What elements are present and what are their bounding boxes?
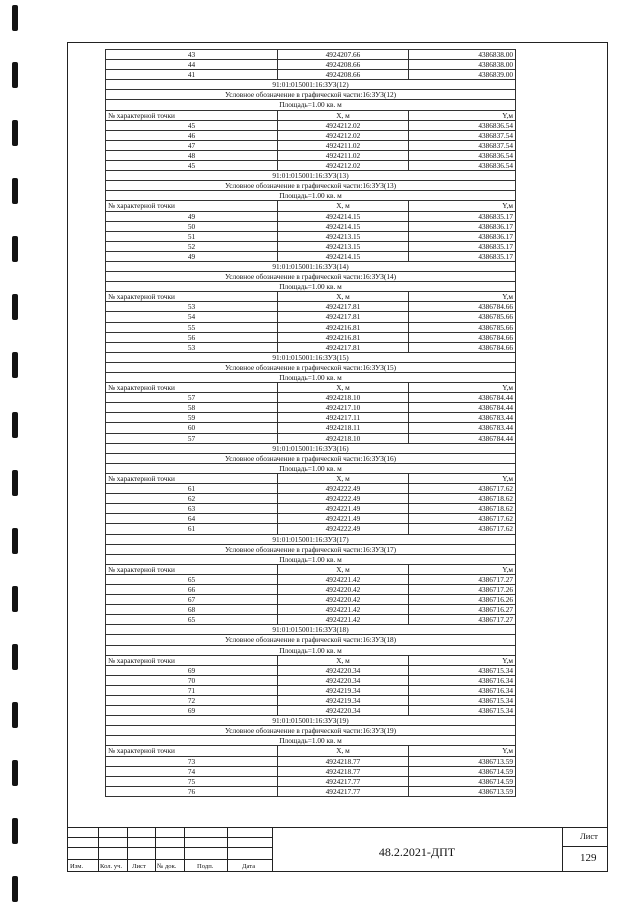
table-row [106, 615, 516, 625]
header-x: X, м [278, 564, 409, 574]
section-title-row [106, 453, 516, 463]
y-coordinate-cell: 4386716.34 [409, 675, 516, 685]
y-coordinate-cell: 4386838.00 [409, 50, 516, 60]
coordinates-content [105, 49, 515, 797]
x-coordinate-cell: 4924221.49 [278, 514, 409, 524]
section-title-row [106, 373, 516, 383]
section-title-row [106, 90, 516, 100]
y-coordinate-cell: 4386713.59 [409, 786, 516, 796]
section-title-row [106, 100, 516, 110]
x-coordinate-cell: 4924222.49 [278, 484, 409, 494]
x-coordinate-cell: 4924217.81 [278, 312, 409, 322]
y-coordinate-cell: 4386784.44 [409, 433, 516, 443]
table-header-row [106, 383, 516, 393]
table-row [106, 211, 516, 221]
col-doc-no: № док. [157, 863, 177, 870]
point-number-cell: 43 [106, 50, 278, 60]
header-y: Y,м [409, 473, 516, 483]
point-number-cell: 75 [106, 776, 278, 786]
section-title-row [106, 635, 516, 645]
y-coordinate-cell: 4386718.62 [409, 504, 516, 514]
table-header-row [106, 292, 516, 302]
point-number-cell: 41 [106, 70, 278, 80]
cadastral-number: 91:01:015001:16:ЗУЗ(14) [106, 261, 516, 271]
header-y: Y,м [409, 110, 516, 120]
header-y: Y,м [409, 383, 516, 393]
table-row [106, 514, 516, 524]
point-number-cell: 65 [106, 574, 278, 584]
point-number-cell: 53 [106, 342, 278, 352]
section-title-row [106, 645, 516, 655]
point-number-cell: 49 [106, 211, 278, 221]
section-title-row [106, 181, 516, 191]
header-x: X, м [278, 655, 409, 665]
sheet-number: 129 [580, 852, 597, 864]
table-row [106, 605, 516, 615]
binding-mark [12, 352, 18, 378]
table-row [106, 423, 516, 433]
binding-mark [12, 528, 18, 554]
area-value: Площадь=1.00 кв. м [106, 736, 516, 746]
area-value: Площадь=1.00 кв. м [106, 554, 516, 564]
point-number-cell: 66 [106, 584, 278, 594]
section-title-row [106, 716, 516, 726]
table-row [106, 302, 516, 312]
table-row [106, 524, 516, 534]
binding-mark [12, 120, 18, 146]
point-number-cell: 57 [106, 433, 278, 443]
y-coordinate-cell: 4386836.17 [409, 231, 516, 241]
point-number-cell: 59 [106, 413, 278, 423]
x-coordinate-cell: 4924217.10 [278, 403, 409, 413]
y-coordinate-cell: 4386784.66 [409, 342, 516, 352]
table-row [106, 140, 516, 150]
y-coordinate-cell: 4386717.62 [409, 514, 516, 524]
x-coordinate-cell: 4924214.15 [278, 211, 409, 221]
y-coordinate-cell: 4386835.17 [409, 211, 516, 221]
point-number-cell: 50 [106, 221, 278, 231]
x-coordinate-cell: 4924221.42 [278, 574, 409, 584]
table-row [106, 130, 516, 140]
y-coordinate-cell: 4386839.00 [409, 70, 516, 80]
x-coordinate-cell: 4924212.02 [278, 161, 409, 171]
section-title-row [106, 362, 516, 372]
x-coordinate-cell: 4924217.77 [278, 776, 409, 786]
binding-mark [12, 178, 18, 204]
header-point-number: № характерной точки [106, 473, 278, 483]
x-coordinate-cell: 4924212.02 [278, 120, 409, 130]
point-number-cell: 44 [106, 60, 278, 70]
table-row [106, 484, 516, 494]
point-number-cell: 56 [106, 332, 278, 342]
point-number-cell: 46 [106, 130, 278, 140]
y-coordinate-cell: 4386715.34 [409, 665, 516, 675]
header-point-number: № характерной точки [106, 110, 278, 120]
header-point-number: № характерной точки [106, 746, 278, 756]
area-value: Площадь=1.00 кв. м [106, 463, 516, 473]
point-number-cell: 71 [106, 685, 278, 695]
header-point-number: № характерной точки [106, 292, 278, 302]
header-y: Y,м [409, 201, 516, 211]
y-coordinate-cell: 4386836.17 [409, 221, 516, 231]
coordinates-table [105, 49, 516, 797]
sheet-label: Лист [580, 831, 598, 841]
table-row [106, 403, 516, 413]
header-point-number: № характерной точки [106, 655, 278, 665]
x-coordinate-cell: 4924220.42 [278, 584, 409, 594]
col-izm: Изм. [70, 863, 84, 870]
table-row [106, 696, 516, 706]
point-number-cell: 47 [106, 140, 278, 150]
point-number-cell: 62 [106, 494, 278, 504]
cadastral-number: 91:01:015001:16:ЗУЗ(15) [106, 352, 516, 362]
y-coordinate-cell: 4386835.17 [409, 241, 516, 251]
point-number-cell: 57 [106, 393, 278, 403]
point-number-cell: 69 [106, 706, 278, 716]
graphic-designation: Условное обозначение в графической части:16:ЗУЗ(15) [106, 362, 516, 372]
table-row [106, 231, 516, 241]
table-row [106, 332, 516, 342]
graphic-designation: Условное обозначение в графической части:16:ЗУЗ(14) [106, 272, 516, 282]
table-row [106, 161, 516, 171]
x-coordinate-cell: 4924220.34 [278, 706, 409, 716]
x-coordinate-cell: 4924218.11 [278, 423, 409, 433]
y-coordinate-cell: 4386716.26 [409, 595, 516, 605]
cadastral-number: 91:01:015001:16:ЗУЗ(18) [106, 625, 516, 635]
header-x: X, м [278, 383, 409, 393]
point-number-cell: 74 [106, 766, 278, 776]
x-coordinate-cell: 4924221.42 [278, 615, 409, 625]
document-code: 48.2.2021-ДПТ [378, 844, 456, 859]
cadastral-number: 91:01:015001:16:ЗУЗ(13) [106, 171, 516, 181]
area-value: Площадь=1.00 кв. м [106, 282, 516, 292]
point-number-cell: 68 [106, 605, 278, 615]
header-y: Y,м [409, 564, 516, 574]
point-number-cell: 73 [106, 756, 278, 766]
y-coordinate-cell: 4386718.62 [409, 494, 516, 504]
x-coordinate-cell: 4924216.81 [278, 332, 409, 342]
y-coordinate-cell: 4386837.54 [409, 130, 516, 140]
x-coordinate-cell: 4924211.02 [278, 140, 409, 150]
table-row [106, 756, 516, 766]
graphic-designation: Условное обозначение в графической части:16:ЗУЗ(16) [106, 453, 516, 463]
table-row [106, 342, 516, 352]
graphic-designation: Условное обозначение в графической части:16:ЗУЗ(12) [106, 90, 516, 100]
table-header-row [106, 473, 516, 483]
y-coordinate-cell: 4386715.34 [409, 696, 516, 706]
table-row [106, 393, 516, 403]
binding-mark [12, 586, 18, 612]
binding-mark [12, 818, 18, 844]
point-number-cell: 61 [106, 524, 278, 534]
binding-mark [12, 702, 18, 728]
section-title-row [106, 80, 516, 90]
binding-mark [12, 5, 18, 31]
x-coordinate-cell: 4924218.10 [278, 393, 409, 403]
point-number-cell: 45 [106, 161, 278, 171]
x-coordinate-cell: 4924214.15 [278, 251, 409, 261]
y-coordinate-cell: 4386717.62 [409, 524, 516, 534]
col-date: Дата [242, 863, 256, 870]
header-x: X, м [278, 473, 409, 483]
x-coordinate-cell: 4924212.02 [278, 130, 409, 140]
y-coordinate-cell: 4386715.34 [409, 706, 516, 716]
graphic-designation: Условное обозначение в графической части:16:ЗУЗ(19) [106, 726, 516, 736]
point-number-cell: 49 [106, 251, 278, 261]
binding-holes [8, 0, 24, 905]
table-row [106, 312, 516, 322]
point-number-cell: 52 [106, 241, 278, 251]
x-coordinate-cell: 4924221.42 [278, 605, 409, 615]
col-list: Лист [132, 863, 146, 870]
binding-mark [12, 644, 18, 670]
cadastral-number: 91:01:015001:16:ЗУЗ(19) [106, 716, 516, 726]
y-coordinate-cell: 4386836.54 [409, 120, 516, 130]
x-coordinate-cell: 4924222.49 [278, 494, 409, 504]
table-row [106, 665, 516, 675]
point-number-cell: 53 [106, 302, 278, 312]
header-y: Y,м [409, 655, 516, 665]
section-title-row [106, 625, 516, 635]
point-number-cell: 69 [106, 665, 278, 675]
header-y: Y,м [409, 746, 516, 756]
title-block [67, 827, 608, 872]
y-coordinate-cell: 4386784.66 [409, 302, 516, 312]
y-coordinate-cell: 4386713.59 [409, 756, 516, 766]
table-row [106, 504, 516, 514]
cadastral-number: 91:01:015001:16:ЗУЗ(16) [106, 443, 516, 453]
x-coordinate-cell: 4924220.34 [278, 675, 409, 685]
header-x: X, м [278, 292, 409, 302]
table-row [106, 150, 516, 160]
table-row [106, 766, 516, 776]
table-row [106, 221, 516, 231]
graphic-designation: Условное обозначение в графической части:16:ЗУЗ(13) [106, 181, 516, 191]
y-coordinate-cell: 4386835.17 [409, 251, 516, 261]
table-row [106, 70, 516, 80]
table-row [106, 120, 516, 130]
x-coordinate-cell: 4924222.49 [278, 524, 409, 534]
table-row [106, 413, 516, 423]
x-coordinate-cell: 4924221.49 [278, 504, 409, 514]
y-coordinate-cell: 4386785.66 [409, 312, 516, 322]
binding-mark [12, 62, 18, 88]
table-row [106, 776, 516, 786]
x-coordinate-cell: 4924217.81 [278, 302, 409, 312]
point-number-cell: 76 [106, 786, 278, 796]
graphic-designation: Условное обозначение в графической части:16:ЗУЗ(18) [106, 635, 516, 645]
binding-mark [12, 876, 18, 902]
y-coordinate-cell: 4386784.44 [409, 393, 516, 403]
section-title-row [106, 352, 516, 362]
section-title-row [106, 736, 516, 746]
y-coordinate-cell: 4386783.44 [409, 413, 516, 423]
graphic-designation: Условное обозначение в графической части:16:ЗУЗ(17) [106, 544, 516, 554]
section-title-row [106, 554, 516, 564]
point-number-cell: 67 [106, 595, 278, 605]
section-title-row [106, 544, 516, 554]
binding-mark [12, 236, 18, 262]
x-coordinate-cell: 4924218.77 [278, 756, 409, 766]
table-row [106, 241, 516, 251]
section-title-row [106, 726, 516, 736]
section-title-row [106, 272, 516, 282]
y-coordinate-cell: 4386785.66 [409, 322, 516, 332]
x-coordinate-cell: 4924213.15 [278, 241, 409, 251]
y-coordinate-cell: 4386717.26 [409, 584, 516, 594]
table-header-row [106, 110, 516, 120]
x-coordinate-cell: 4924207.66 [278, 50, 409, 60]
binding-mark [12, 294, 18, 320]
table-header-row [106, 201, 516, 211]
point-number-cell: 65 [106, 615, 278, 625]
section-title-row [106, 443, 516, 453]
area-value: Площадь=1.00 кв. м [106, 191, 516, 201]
cadastral-number: 91:01:015001:16:ЗУЗ(12) [106, 80, 516, 90]
y-coordinate-cell: 4386717.27 [409, 574, 516, 584]
section-title-row [106, 534, 516, 544]
header-y: Y,м [409, 292, 516, 302]
x-coordinate-cell: 4924218.77 [278, 766, 409, 776]
header-point-number: № характерной точки [106, 201, 278, 211]
y-coordinate-cell: 4386714.59 [409, 766, 516, 776]
table-header-row [106, 564, 516, 574]
x-coordinate-cell: 4924213.15 [278, 231, 409, 241]
header-x: X, м [278, 201, 409, 211]
binding-mark [12, 412, 18, 438]
table-row [106, 60, 516, 70]
point-number-cell: 72 [106, 696, 278, 706]
x-coordinate-cell: 4924217.11 [278, 413, 409, 423]
section-title-row [106, 282, 516, 292]
y-coordinate-cell: 4386784.44 [409, 403, 516, 413]
y-coordinate-cell: 4386836.54 [409, 150, 516, 160]
point-number-cell: 58 [106, 403, 278, 413]
table-row [106, 494, 516, 504]
point-number-cell: 55 [106, 322, 278, 332]
point-number-cell: 61 [106, 484, 278, 494]
cadastral-number: 91:01:015001:16:ЗУЗ(17) [106, 534, 516, 544]
header-x: X, м [278, 746, 409, 756]
y-coordinate-cell: 4386836.54 [409, 161, 516, 171]
y-coordinate-cell: 4386714.59 [409, 776, 516, 786]
header-point-number: № характерной точки [106, 383, 278, 393]
point-number-cell: 60 [106, 423, 278, 433]
y-coordinate-cell: 4386716.27 [409, 605, 516, 615]
y-coordinate-cell: 4386837.54 [409, 140, 516, 150]
point-number-cell: 45 [106, 120, 278, 130]
table-row [106, 574, 516, 584]
x-coordinate-cell: 4924211.02 [278, 150, 409, 160]
header-x: X, м [278, 110, 409, 120]
table-row [106, 584, 516, 594]
x-coordinate-cell: 4924219.34 [278, 685, 409, 695]
area-value: Площадь=1.00 кв. м [106, 645, 516, 655]
table-row [106, 251, 516, 261]
x-coordinate-cell: 4924214.15 [278, 221, 409, 231]
section-title-row [106, 171, 516, 181]
table-row [106, 685, 516, 695]
y-coordinate-cell: 4386783.44 [409, 423, 516, 433]
point-number-cell: 63 [106, 504, 278, 514]
point-number-cell: 48 [106, 150, 278, 160]
table-row [106, 322, 516, 332]
point-number-cell: 51 [106, 231, 278, 241]
header-point-number: № характерной точки [106, 564, 278, 574]
x-coordinate-cell: 4924220.34 [278, 665, 409, 675]
y-coordinate-cell: 4386717.62 [409, 484, 516, 494]
y-coordinate-cell: 4386716.34 [409, 685, 516, 695]
area-value: Площадь=1.00 кв. м [106, 373, 516, 383]
table-row [106, 595, 516, 605]
table-row [106, 433, 516, 443]
point-number-cell: 54 [106, 312, 278, 322]
x-coordinate-cell: 4924208.66 [278, 70, 409, 80]
table-row [106, 706, 516, 716]
table-header-row [106, 655, 516, 665]
col-kol-uch: Кол. уч. [100, 863, 123, 870]
section-title-row [106, 261, 516, 271]
section-title-row [106, 463, 516, 473]
x-coordinate-cell: 4924216.81 [278, 322, 409, 332]
col-signature: Подп. [197, 863, 214, 870]
point-number-cell: 70 [106, 675, 278, 685]
x-coordinate-cell: 4924219.34 [278, 696, 409, 706]
x-coordinate-cell: 4924217.77 [278, 786, 409, 796]
y-coordinate-cell: 4386784.66 [409, 332, 516, 342]
table-row [106, 675, 516, 685]
y-coordinate-cell: 4386717.27 [409, 615, 516, 625]
x-coordinate-cell: 4924217.81 [278, 342, 409, 352]
table-row [106, 50, 516, 60]
table-row [106, 786, 516, 796]
binding-mark [12, 470, 18, 496]
x-coordinate-cell: 4924218.10 [278, 433, 409, 443]
x-coordinate-cell: 4924208.66 [278, 60, 409, 70]
table-header-row [106, 746, 516, 756]
x-coordinate-cell: 4924220.42 [278, 595, 409, 605]
section-title-row [106, 191, 516, 201]
y-coordinate-cell: 4386838.00 [409, 60, 516, 70]
binding-mark [12, 760, 18, 786]
area-value: Площадь=1.00 кв. м [106, 100, 516, 110]
point-number-cell: 64 [106, 514, 278, 524]
